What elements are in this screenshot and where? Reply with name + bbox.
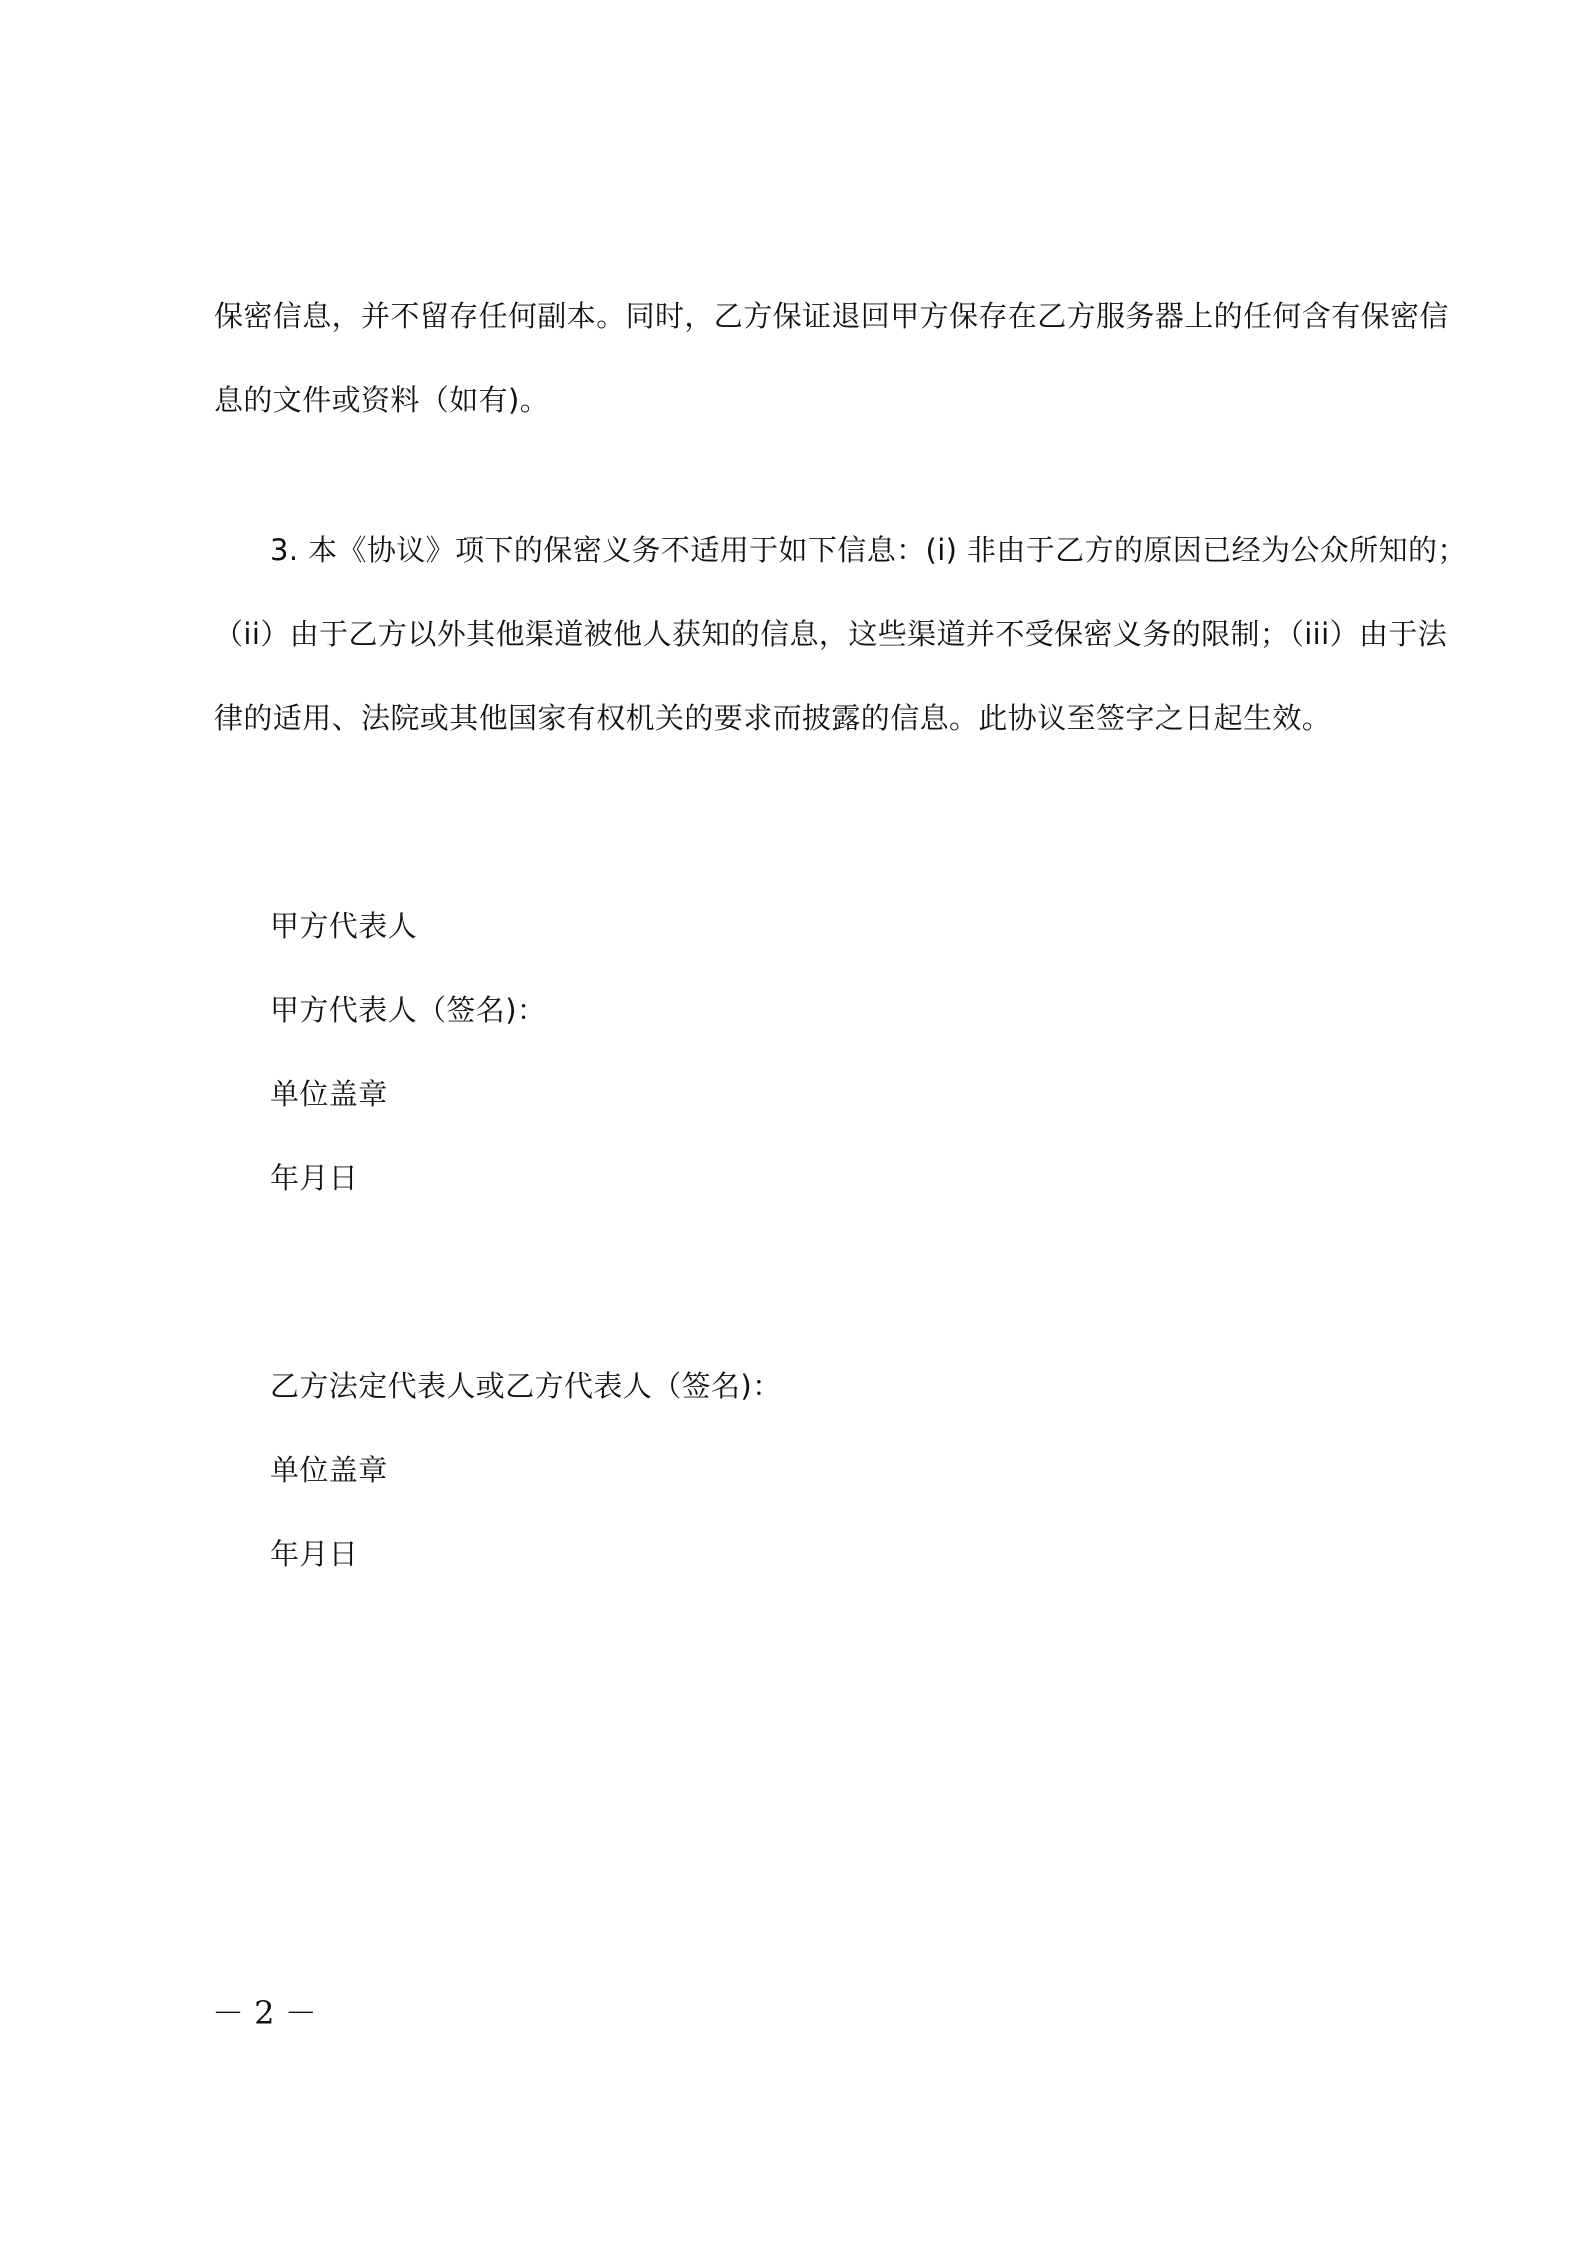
- party-b-signature: 乙方法定代表人或乙方代表人（签名)：: [270, 1369, 782, 1403]
- party-a-seal: 单位盖章: [270, 1077, 388, 1111]
- party-a-signature: 甲方代表人（签名)：: [270, 993, 547, 1027]
- party-a-representative: 甲方代表人: [270, 909, 418, 943]
- paragraph-1-line-2: 息的文件或资料（如有)。: [214, 383, 550, 417]
- party-b-seal: 单位盖章: [270, 1453, 388, 1487]
- party-b-date: 年月日: [270, 1537, 359, 1571]
- paragraph-2-line-2: （ii）由于乙方以外其他渠道被他人获知的信息，这些渠道并不受保密义务的限制；（iii）由于法: [214, 617, 1448, 651]
- party-a-date: 年月日: [270, 1161, 359, 1195]
- page-number: － 2 －: [212, 1994, 317, 2032]
- paragraph-1-line-1: 保密信息，并不留存任何副本。同时，乙方保证退回甲方保存在乙方服务器上的任何含有保密信: [214, 299, 1449, 333]
- paragraph-2-line-3: 律的适用、法院或其他国家有权机关的要求而披露的信息。此协议至签字之日起生效。: [214, 701, 1332, 735]
- paragraph-2-line-1: 3. 本《协议》项下的保密义务不适用于如下信息：(i) 非由于乙方的原因已经为公众所知的；: [270, 533, 1467, 567]
